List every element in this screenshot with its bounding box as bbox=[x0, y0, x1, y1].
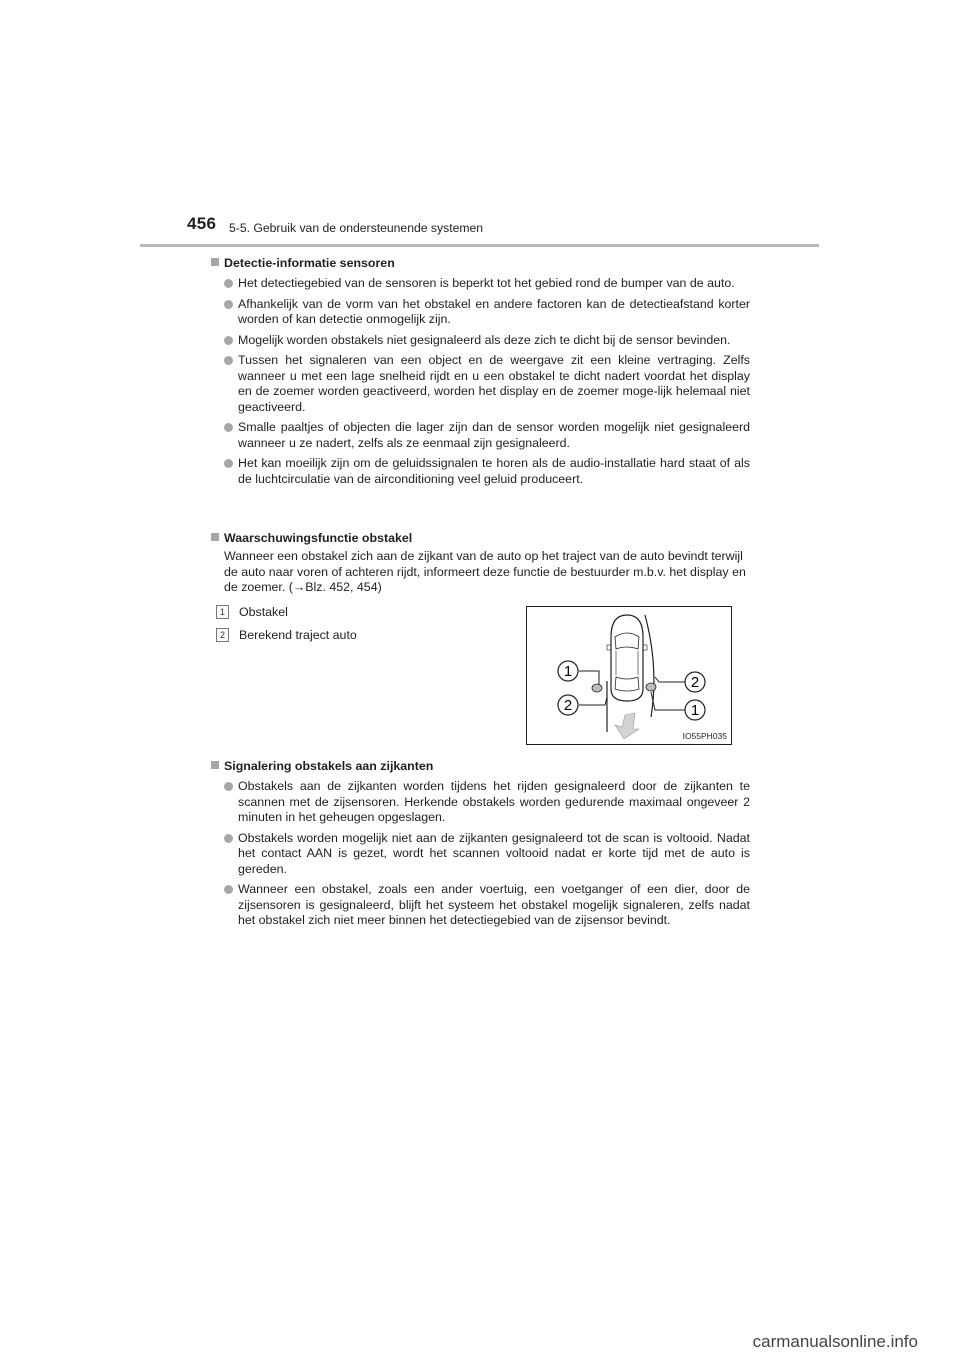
list-item: Obstakels aan de zijkanten worden tijdens het rijden gesignaleerd door de zijkanten te scannen met de zijsensoren. Herkende obstakels worden gedurende maximaal ongeveer 2 minuten in het geheugen opgeslagen. bbox=[210, 779, 750, 826]
square-bullet-icon bbox=[211, 761, 219, 769]
list-item: Obstakels worden mogelijk niet aan de zijkanten gesignaleerd tot de scan is voltooid. Nadat het contact AAN is gezet, wordt het scannen voltooid nadat er korte tijd met de auto is gereden. bbox=[210, 831, 750, 878]
side-sensor-left-icon bbox=[592, 684, 602, 692]
legend-label: Berekend traject auto bbox=[239, 628, 357, 642]
circle-bullet-icon bbox=[224, 336, 233, 345]
list-item: Tussen het signaleren van een object en de weergave zit een kleine vertraging. Zelfs wanneer u met een lage snelheid rijdt en u een obstakel te dicht nadert voordat het display en de zoemer worden geactiveerd, worden het display en de zoemer moge-lijk helemaal niet geactiveerd. bbox=[210, 353, 750, 415]
list-item: Afhankelijk van de vorm van het obstakel en andere factoren kan de detectieafstand korter worden of kan detectie onmogelijk zijn. bbox=[210, 297, 750, 328]
section-zijkanten bbox=[210, 758, 750, 929]
bullet-list bbox=[210, 779, 750, 929]
section-heading: Detectie-informatie sensoren bbox=[210, 255, 750, 271]
car-obstacle-illustration bbox=[527, 607, 731, 744]
list-item: Het kan moeilijk zijn om de geluidssignalen te horen als de audio-installatie hard staat of als de luchtcirculatie van de airconditioning veel geluid produceert. bbox=[210, 456, 750, 487]
square-bullet-icon bbox=[211, 533, 219, 541]
section-waarschuwing bbox=[210, 530, 750, 546]
legend-number-badge: 1 bbox=[216, 605, 229, 619]
circle-bullet-icon bbox=[224, 356, 233, 365]
circle-bullet-icon bbox=[224, 459, 233, 468]
square-bullet-icon bbox=[211, 258, 219, 266]
bullet-list bbox=[210, 276, 750, 487]
section-heading: Signalering obstakels aan zijkanten bbox=[210, 758, 750, 774]
legend-number-badge: 2 bbox=[216, 628, 229, 642]
reverse-direction-arrow-icon bbox=[615, 713, 639, 739]
section-detectie bbox=[210, 255, 750, 487]
list-item: Smalle paaltjes of objecten die lager zijn dan de sensor worden mogelijk niet gesignaleerd wanneer u ze nadert, zelfs als ze eenmaal zijn gesignaleerd. bbox=[210, 420, 750, 451]
circle-bullet-icon bbox=[224, 834, 233, 843]
callout-label: 1 bbox=[690, 702, 700, 719]
circle-bullet-icon bbox=[224, 300, 233, 309]
side-sensor-right-icon bbox=[646, 683, 656, 691]
callout-label: 2 bbox=[690, 674, 700, 691]
list-item: Wanneer een obstakel, zoals een ander voertuig, een voetganger of een dier, door de zijsensoren is gesignaleerd, blijft het systeem het obstakel mogelijk signaleren, zelfs nadat het obstakel zich niet meer binnen het detectiegebied van de zijsensor bevindt. bbox=[210, 882, 750, 929]
list-item: Het detectiegebied van de sensoren is beperkt tot het gebied rond de bumper van de auto. bbox=[210, 276, 750, 292]
header-rule bbox=[140, 244, 819, 247]
legend-label: Obstakel bbox=[239, 605, 288, 619]
section-intro: Wanneer een obstakel zich aan de zijkant van de auto op het traject van de auto bevindt terwijl de auto naar voren of achteren rijdt, informeert deze functie de bestuurder m.b.v. het display en de zoemer. (→Blz. 452, 454) bbox=[224, 549, 746, 594]
circle-bullet-icon bbox=[224, 782, 233, 791]
circle-bullet-icon bbox=[224, 423, 233, 432]
figure-car-diagram bbox=[526, 606, 732, 745]
circle-bullet-icon bbox=[224, 279, 233, 288]
figure-code: IO55PH035 bbox=[682, 731, 727, 741]
chapter-title: 5-5. Gebruik van de ondersteunende systemen bbox=[229, 221, 484, 235]
car-icon bbox=[607, 615, 647, 701]
callout-label: 2 bbox=[563, 697, 573, 714]
section-heading: Waarschuwingsfunctie obstakel bbox=[210, 530, 750, 546]
list-item: Mogelijk worden obstakels niet gesignaleerd als deze zich te dicht bij de sensor bevinden. bbox=[210, 333, 750, 349]
callout-label: 1 bbox=[563, 663, 573, 680]
page-number: 456 bbox=[187, 214, 217, 233]
circle-bullet-icon bbox=[224, 885, 233, 894]
watermark: carmanualsonline.info bbox=[752, 1332, 918, 1351]
